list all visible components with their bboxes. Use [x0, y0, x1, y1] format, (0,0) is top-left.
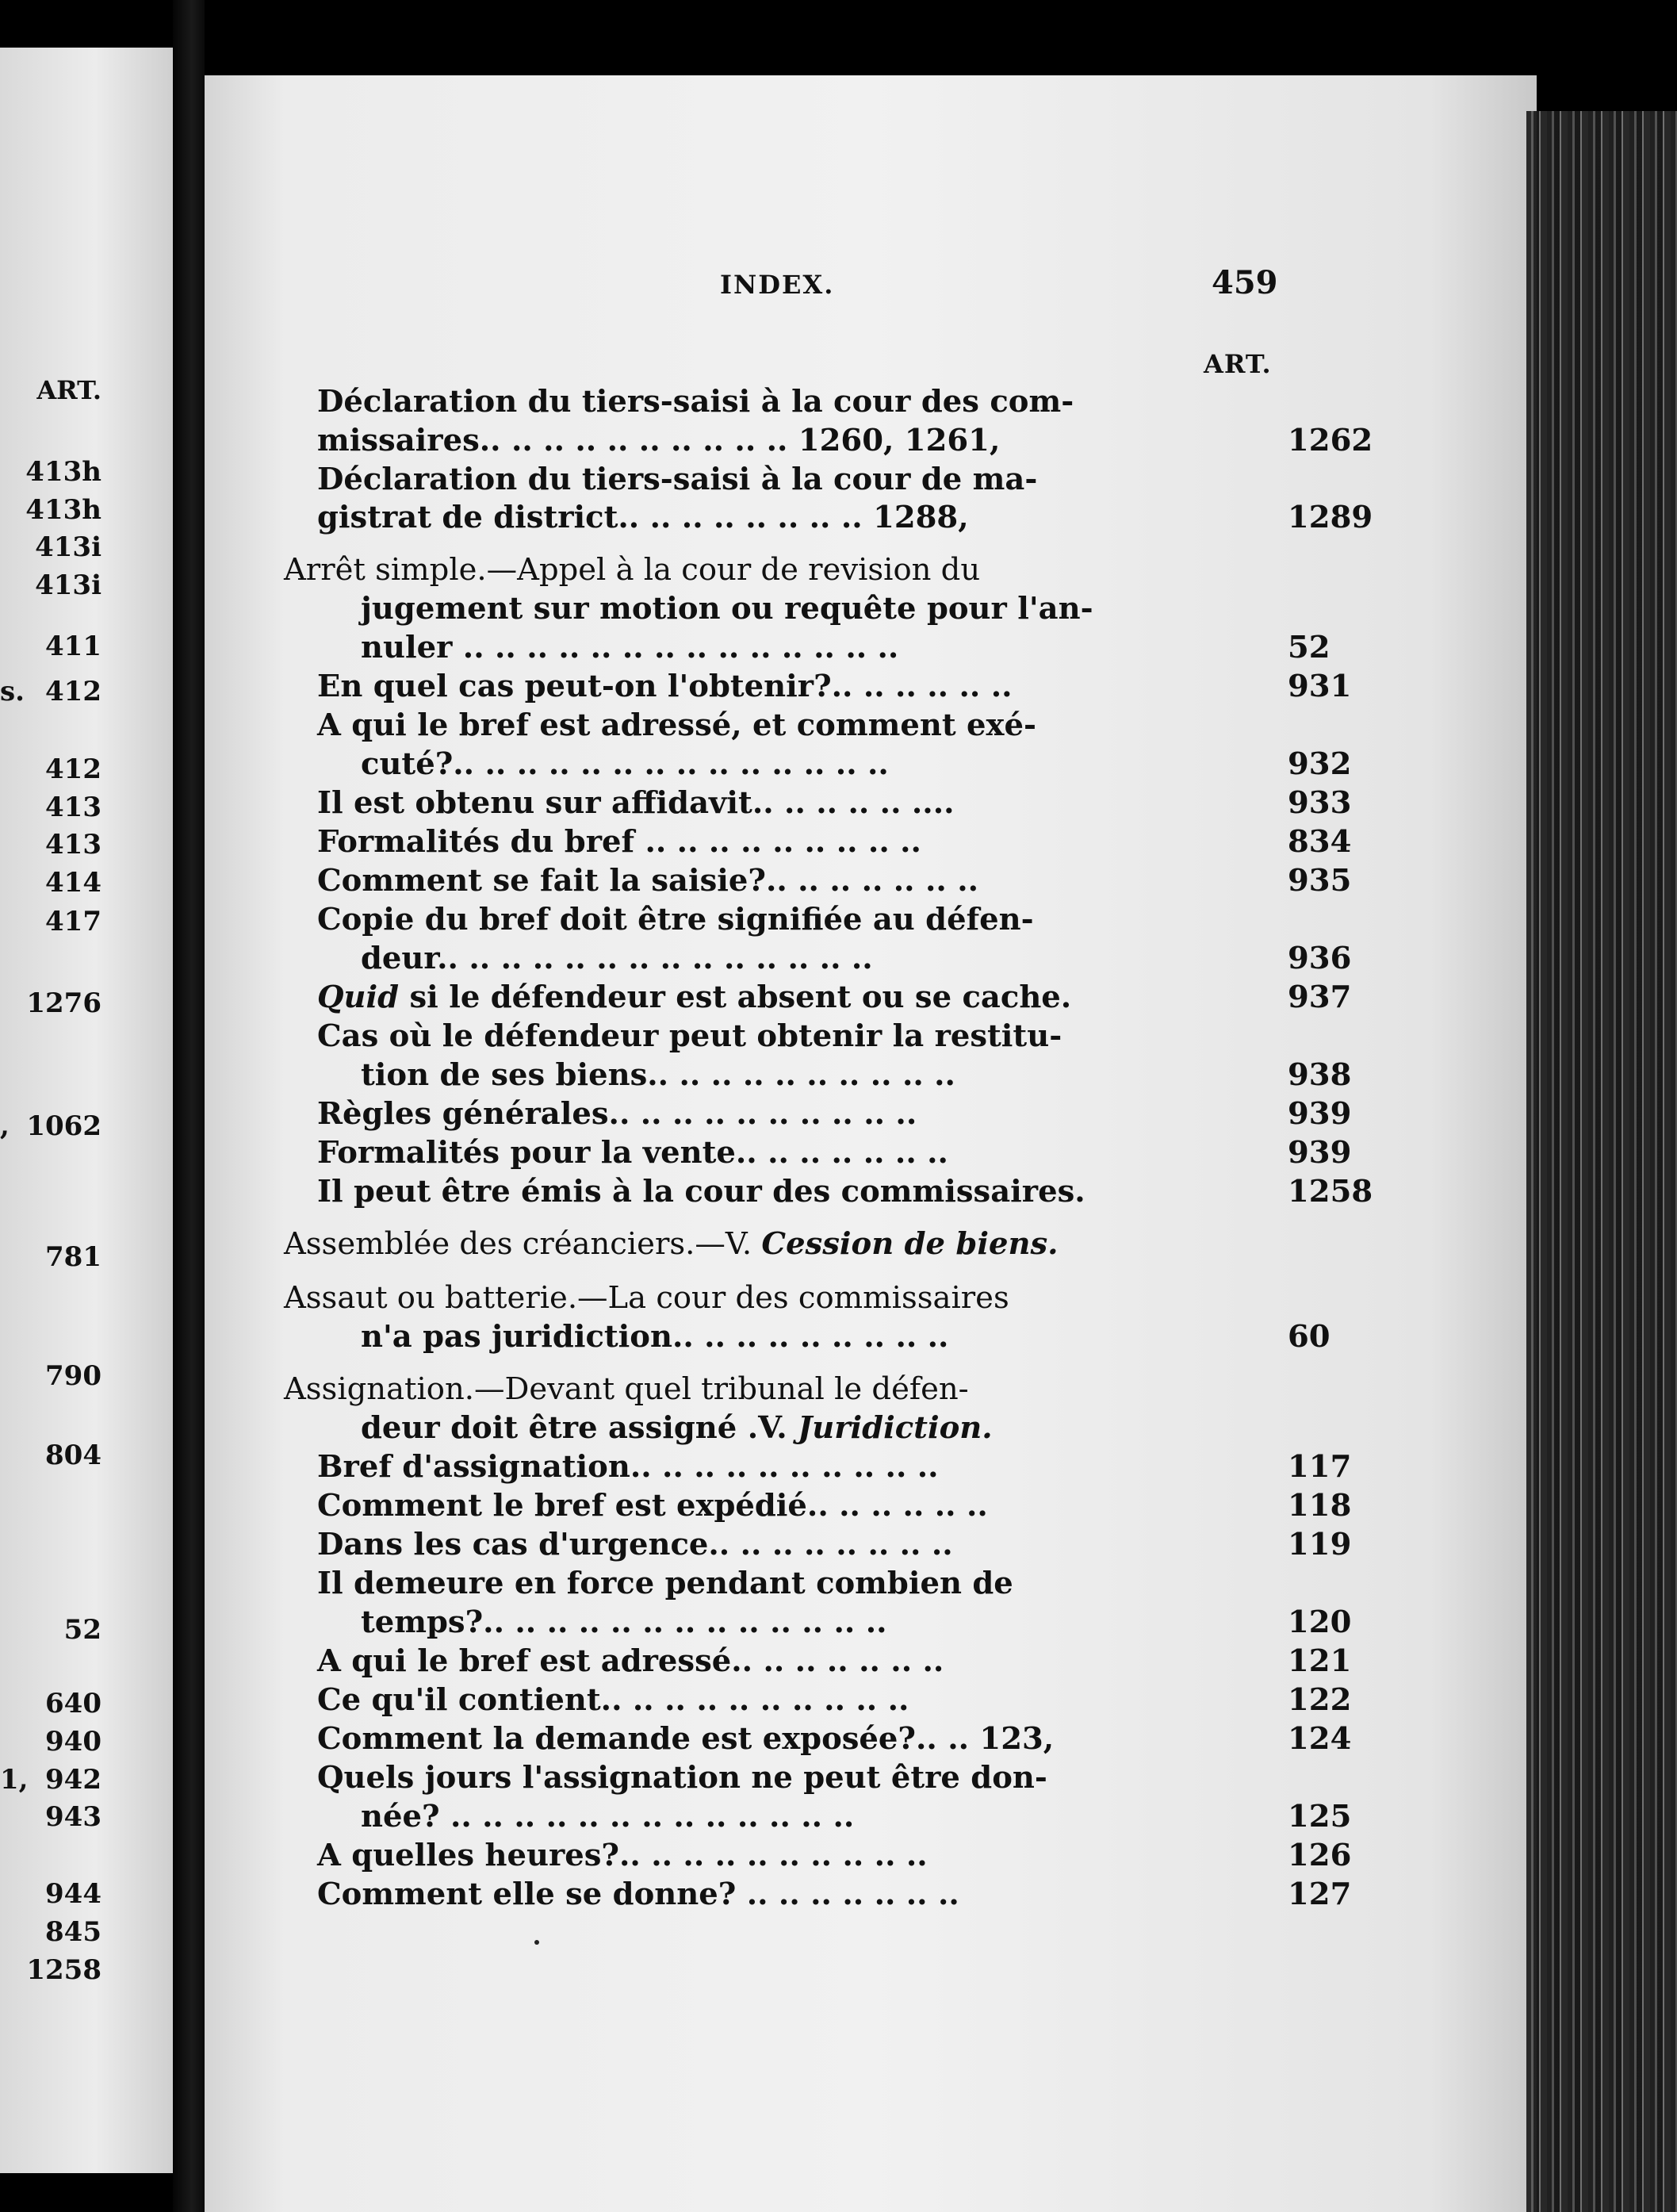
left-number: 943 — [45, 1801, 101, 1833]
index-entry-line — [361, 1410, 1278, 1448]
left-number: 413i — [35, 569, 101, 601]
index-entry-line — [317, 462, 1278, 500]
entry-main-text: Ce qu'il contient.. .. .. .. .. .. .. .. .. .. — [317, 1682, 909, 1718]
entry-text — [317, 1096, 917, 1132]
entry-main-text: Comment elle se donne? .. .. .. .. .. .. .. — [317, 1877, 959, 1912]
entry-main-text: Dans les cas d'urgence.. .. .. .. .. .. .. .. — [317, 1527, 953, 1562]
article-reference: 931 — [1288, 669, 1352, 704]
article-reference: 119 — [1288, 1527, 1352, 1562]
left-fragment: s. — [0, 676, 25, 707]
entry-italic: Cession de biens. — [761, 1226, 1059, 1262]
entry-main-text: Assignation.—Devant quel tribunal le défen- — [284, 1371, 969, 1407]
index-entry-line — [317, 500, 1373, 538]
article-reference: 121 — [1288, 1643, 1352, 1679]
left-number: 1062 — [26, 1110, 101, 1142]
left-number: 940 — [45, 1726, 101, 1758]
left-number: 417 — [45, 906, 101, 937]
article-reference: 1262 — [1288, 423, 1373, 458]
entry-text — [317, 863, 978, 899]
article-reference: 937 — [1288, 979, 1352, 1015]
entry-main-text: A quelles heures?.. .. .. .. .. .. .. .. .. .. — [317, 1838, 928, 1873]
entry-text — [317, 423, 1000, 458]
entry-text — [317, 1721, 1054, 1757]
entry-main-text: tion de ses biens.. .. .. .. .. .. .. .. .. .. — [361, 1057, 955, 1093]
entry-text — [361, 746, 889, 782]
entry-main-text: Comment se fait la saisie?.. .. .. .. .. .. .. — [317, 863, 979, 899]
page-title: INDEX. — [720, 270, 835, 300]
entry-main-text: gistrat de district.. .. .. .. .. .. .. .. 1288, — [317, 500, 969, 535]
ink-speck — [534, 1940, 539, 1945]
article-reference: 1289 — [1288, 500, 1373, 535]
left-number: 845 — [45, 1916, 101, 1948]
article-reference: 126 — [1288, 1838, 1352, 1873]
entry-italic: Quid — [317, 979, 400, 1015]
index-entry-line — [317, 1566, 1278, 1604]
entry-italic: Juridiction. — [798, 1410, 993, 1446]
left-number: 413h — [25, 494, 101, 526]
left-number: 413h — [25, 456, 101, 488]
entry-text — [361, 591, 1093, 627]
article-reference: 117 — [1288, 1449, 1352, 1485]
article-reference: 939 — [1288, 1096, 1352, 1132]
index-entry-line — [361, 1319, 1330, 1357]
entry-text — [361, 1604, 887, 1640]
entry-main-text: cuté?.. .. .. .. .. .. .. .. .. .. .. .. .. .. — [361, 746, 889, 782]
entry-main-text: deur doit être assigné .V. — [361, 1410, 787, 1446]
left-number: 942 — [45, 1764, 101, 1796]
index-entry-line — [284, 1226, 1278, 1264]
index-entry-line — [317, 1643, 1352, 1681]
left-number: 411 — [45, 631, 101, 662]
article-reference: 122 — [1288, 1682, 1352, 1718]
entry-text — [317, 1838, 928, 1873]
entry-main-text: Il peut être émis à la cour des commissaires. — [317, 1174, 1085, 1210]
left-number: 52 — [63, 1614, 101, 1646]
entry-main-text: Bref d'assignation.. .. .. .. .. .. .. .. .. .. — [317, 1449, 939, 1485]
entry-text — [317, 707, 1036, 743]
entry-text — [317, 785, 955, 821]
entry-main-text: A qui le bref est adressé.. .. .. .. .. .. .. — [317, 1643, 944, 1679]
left-number: 1276 — [26, 987, 101, 1019]
entry-main-text: Il demeure en force pendant combien de — [317, 1566, 1013, 1601]
entry-main-text: n'a pas juridiction.. .. .. .. .. .. .. .. .. — [361, 1319, 949, 1355]
index-entry-line — [317, 423, 1373, 461]
entry-text — [317, 1643, 944, 1679]
index-entry-line — [317, 1682, 1352, 1720]
article-reference: 834 — [1288, 824, 1352, 860]
entry-text — [361, 630, 898, 665]
entry-main-text: missaires.. .. .. .. .. .. .. .. .. .. 1260, 1261, — [317, 423, 1001, 458]
article-reference: 1258 — [1288, 1174, 1373, 1210]
entry-text — [361, 1410, 993, 1446]
index-entry-line — [317, 1096, 1352, 1134]
entry-main-text: Comment la demande est exposée?.. .. 123, — [317, 1721, 1055, 1757]
left-number: 781 — [45, 1241, 101, 1273]
entry-text — [317, 1527, 953, 1562]
index-entry-line — [361, 591, 1278, 629]
left-number: 414 — [45, 867, 101, 899]
index-entry-line — [317, 1760, 1278, 1798]
left-number: 412 — [45, 753, 101, 785]
entry-main-text: Copie du bref doit être signifiée au défen- — [317, 902, 1034, 937]
article-column-label: ART. — [1204, 349, 1272, 379]
entry-text — [317, 1135, 948, 1171]
entry-main-text: née? .. .. .. .. .. .. .. .. .. .. .. .. .. — [361, 1799, 855, 1834]
entry-text — [317, 1018, 1062, 1054]
index-entry-line — [361, 1057, 1352, 1095]
index-entry-line — [284, 1371, 1278, 1409]
index-entry-line — [317, 979, 1352, 1018]
left-number: 640 — [45, 1688, 101, 1719]
entry-text — [317, 384, 1074, 420]
entry-text — [317, 1449, 939, 1485]
left-number: 944 — [45, 1878, 101, 1910]
entry-main-text: Déclaration du tiers-saisi à la cour des com- — [317, 384, 1074, 420]
index-entry-line — [284, 1280, 1278, 1318]
entry-text — [317, 1566, 1013, 1601]
entry-main-text: Il est obtenu sur affidavit.. .. .. .. .. .... — [317, 785, 955, 821]
index-entry-line — [317, 669, 1352, 707]
left-number: 413i — [35, 531, 101, 563]
entry-text — [284, 1371, 969, 1407]
index-entry-line — [317, 785, 1352, 823]
index-entry-line — [317, 384, 1278, 422]
index-entry-line — [317, 1877, 1352, 1915]
index-entry-line — [361, 941, 1352, 979]
entry-text — [361, 1799, 854, 1834]
index-entry-line — [317, 824, 1352, 862]
entry-text — [361, 1057, 955, 1093]
index-entry-line — [317, 902, 1278, 940]
entry-text — [317, 979, 1071, 1015]
index-entry-line — [317, 1721, 1352, 1759]
entry-main-text: Comment le bref est expédié.. .. .. .. .. .. — [317, 1488, 988, 1524]
entry-text — [317, 902, 1034, 937]
index-entry-line — [317, 1174, 1373, 1212]
entry-main-text: Arrêt simple.—Appel à la cour de revision du — [284, 552, 981, 588]
article-reference: 127 — [1288, 1877, 1352, 1912]
index-entry-line — [361, 1604, 1352, 1643]
entry-main-text: nuler .. .. .. .. .. .. .. .. .. .. .. .. .. .. — [361, 630, 899, 665]
index-entry-line — [284, 552, 1278, 590]
entry-main-text: Règles générales.. .. .. .. .. .. .. .. .. .. — [317, 1096, 917, 1132]
index-entry-line — [361, 746, 1352, 784]
entry-main-text: Cas où le défendeur peut obtenir la restitu- — [317, 1018, 1062, 1054]
index-entry-line — [317, 863, 1352, 901]
entry-text — [284, 552, 980, 588]
entry-main-text: Quels jours l'assignation ne peut être don- — [317, 1760, 1047, 1796]
entry-main-text: Assemblée des créanciers.—V. — [284, 1226, 752, 1262]
index-entry-line — [317, 707, 1278, 746]
entry-text — [317, 1174, 1085, 1210]
entry-main-text: si le défendeur est absent ou se cache. — [409, 979, 1072, 1015]
article-reference: 60 — [1288, 1319, 1330, 1355]
left-number: 413 — [45, 792, 101, 823]
article-reference: 118 — [1288, 1488, 1352, 1524]
article-reference: 936 — [1288, 941, 1352, 976]
left-number: 413 — [45, 829, 101, 861]
index-entry-line — [317, 1449, 1352, 1487]
index-entry-line — [317, 1527, 1352, 1565]
left-number: 804 — [45, 1440, 101, 1471]
index-entry-line — [317, 1838, 1352, 1876]
entry-text — [317, 1682, 909, 1718]
entry-text — [284, 1280, 1009, 1316]
entry-main-text: Formalités pour la vente.. .. .. .. .. .. .. — [317, 1135, 948, 1171]
entry-text — [317, 824, 921, 860]
article-reference: 935 — [1288, 863, 1352, 899]
left-fragment: , — [0, 1110, 10, 1142]
left-number: 1258 — [26, 1954, 101, 1986]
left-number: 790 — [45, 1360, 101, 1392]
article-reference: 939 — [1288, 1135, 1352, 1171]
entry-text — [317, 1760, 1047, 1796]
entry-main-text: Déclaration du tiers-saisi à la cour de ma- — [317, 462, 1038, 497]
index-entry-line — [317, 1488, 1352, 1526]
entry-text — [361, 941, 873, 976]
article-reference: 932 — [1288, 746, 1352, 782]
article-reference: 933 — [1288, 785, 1352, 821]
index-entry-line — [317, 1135, 1352, 1173]
entry-text — [284, 1226, 1059, 1262]
entry-text — [317, 500, 969, 535]
left-art-label: ART. — [36, 375, 101, 405]
left-fragment: 1, — [0, 1764, 29, 1796]
article-reference: 120 — [1288, 1604, 1352, 1640]
entry-main-text: deur.. .. .. .. .. .. .. .. .. .. .. .. .. .. — [361, 941, 873, 976]
entry-main-text: temps?.. .. .. .. .. .. .. .. .. .. .. .. .. — [361, 1604, 887, 1640]
article-reference: 124 — [1288, 1721, 1352, 1757]
article-reference: 125 — [1288, 1799, 1352, 1834]
entry-main-text: jugement sur motion ou requête pour l'an- — [361, 591, 1093, 627]
article-reference: 938 — [1288, 1057, 1352, 1093]
entry-text — [317, 462, 1037, 497]
entry-main-text: Assaut ou batterie.—La cour des commissaires — [284, 1280, 1009, 1316]
index-entry-line — [317, 1018, 1278, 1056]
article-reference: 52 — [1288, 630, 1330, 665]
page-number: 459 — [1212, 264, 1278, 301]
entry-main-text: Formalités du bref .. .. .. .. .. .. .. .. .. — [317, 824, 921, 860]
left-number: 412 — [45, 676, 101, 707]
index-entry-line — [361, 1799, 1352, 1837]
entry-text — [317, 1488, 988, 1524]
index-entry-line — [361, 630, 1330, 668]
entry-text — [317, 1877, 959, 1912]
entry-main-text: En quel cas peut-on l'obtenir?.. .. .. .. .. .. — [317, 669, 1013, 704]
entry-text — [361, 1319, 948, 1355]
entry-main-text: A qui le bref est adressé, et comment exé- — [317, 707, 1036, 743]
entry-text — [317, 669, 1013, 704]
